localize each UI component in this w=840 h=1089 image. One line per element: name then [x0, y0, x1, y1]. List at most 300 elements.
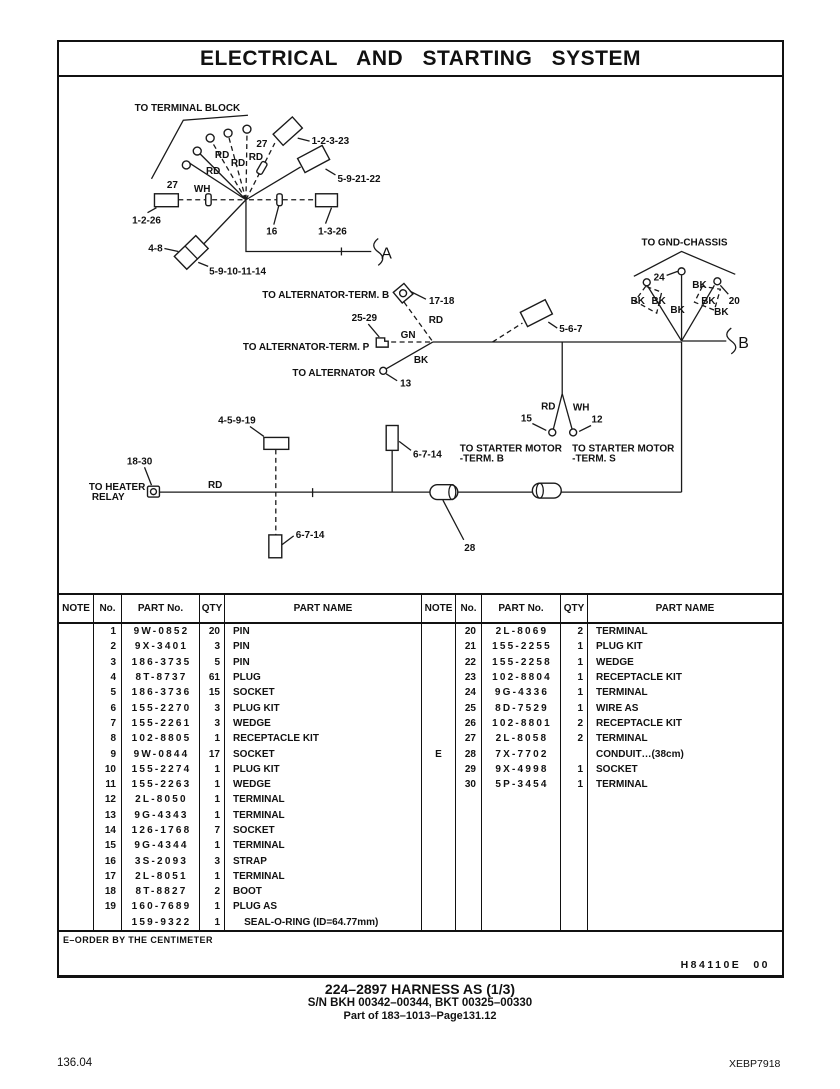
connector-25-29: [376, 338, 388, 347]
cell-part-name: WEDGE: [233, 717, 271, 729]
cell-qty: 1: [200, 915, 225, 930]
form-code: XEBP7918: [729, 1058, 781, 1070]
cell-part-no: 102-8804: [482, 670, 561, 685]
label-rd: RD: [248, 151, 264, 163]
cell-no: 25: [456, 700, 482, 715]
cell-qty: 2: [561, 624, 588, 639]
connector-1-2-26: [154, 194, 178, 207]
label-rd: RD: [541, 401, 556, 413]
cell-qty: 1: [561, 685, 588, 700]
cell-qty: [561, 869, 588, 884]
cell-no: [456, 869, 482, 884]
cell-qty: 1: [561, 777, 588, 792]
cell-qty: 1: [561, 670, 588, 685]
cell-part-no: [482, 792, 561, 807]
label-to-alternator: TO ALTERNATOR: [292, 367, 376, 379]
cell-qty: 7: [200, 823, 225, 838]
label-4-5-9-19: 4-5-9-19: [218, 415, 256, 427]
cell-part-name: PLUG KIT: [596, 641, 643, 653]
table-row: [59, 746, 421, 761]
label-16: 16: [266, 226, 278, 238]
label-bk: BK: [630, 296, 645, 308]
cell-note: [59, 731, 94, 746]
header-part-no: PART No.: [482, 595, 561, 622]
cell-note: [422, 899, 456, 914]
cell-qty: 1: [561, 655, 588, 670]
cell-no: 12: [94, 792, 122, 807]
cell-part-no: 159-9322: [122, 915, 200, 930]
table-row: [59, 823, 421, 838]
cell-no: [456, 853, 482, 868]
cell-part-no: 155-2261: [122, 716, 200, 731]
cell-qty: [561, 838, 588, 853]
cell-part-name: RECEPTACLE KIT: [596, 717, 682, 729]
cell-qty: [561, 823, 588, 838]
cell-note: [59, 838, 94, 853]
table-row: [59, 762, 421, 777]
cell-note: [59, 869, 94, 884]
cell-no: 10: [94, 762, 122, 777]
cell-part-no: 8D-7529: [482, 700, 561, 715]
table-row: [422, 716, 782, 731]
table-row: [59, 853, 421, 868]
table-row: [422, 915, 782, 930]
cell-no: 1: [94, 624, 122, 639]
cell-part-name: [588, 853, 782, 868]
cell-qty: [561, 792, 588, 807]
header-part-name: PART NAME: [655, 603, 715, 614]
table-row: [59, 792, 421, 807]
cell-part-name: [588, 899, 782, 914]
cell-no: [456, 823, 482, 838]
cell-qty: [561, 899, 588, 914]
label-4-8: 4-8: [148, 243, 163, 255]
connector-1-3-26: [316, 194, 338, 207]
table-row: [422, 838, 782, 853]
cell-part-name: WEDGE: [233, 779, 271, 791]
cell-no: [456, 792, 482, 807]
page-title: ELECTRICAL AND STARTING SYSTEM: [200, 46, 641, 70]
cell-qty: 1: [200, 869, 225, 884]
table-row: [422, 700, 782, 715]
cell-part-no: 9X-4998: [482, 762, 561, 777]
parts-table-left: [59, 595, 421, 930]
cell-qty: 3: [200, 853, 225, 868]
terminal-block-group: [132, 103, 392, 277]
table-row: [422, 624, 782, 639]
cell-note: [422, 731, 456, 746]
cell-note: [422, 823, 456, 838]
cell-qty: 1: [200, 731, 225, 746]
cell-part-no: 155-2270: [122, 700, 200, 715]
cell-part-no: [482, 853, 561, 868]
cell-part-name: STRAP: [233, 855, 267, 867]
cell-note: [422, 838, 456, 853]
cell-part-no: 186-3736: [122, 685, 200, 700]
cell-note: [59, 853, 94, 868]
table-row: [59, 777, 421, 792]
cell-note: [422, 639, 456, 654]
header-qty: QTY: [561, 595, 588, 622]
table-row: [422, 685, 782, 700]
cell-part-no: 155-2258: [482, 655, 561, 670]
label-bk: BK: [651, 296, 666, 308]
table-row: [59, 655, 421, 670]
cell-part-name: RECEPTACLE KIT: [233, 733, 319, 745]
cell-part-no: 126-1768: [122, 823, 200, 838]
cell-note: [59, 624, 94, 639]
label-bk: BK: [670, 305, 685, 317]
cell-no: 8: [94, 731, 122, 746]
connector-1-2-3-23: [273, 117, 302, 145]
label-rd: RD: [428, 315, 444, 327]
cell-note: [422, 853, 456, 868]
cell-no: 2: [94, 639, 122, 654]
cell-part-name: TERMINAL: [596, 779, 648, 791]
cell-no: [94, 915, 122, 930]
cell-part-no: [482, 899, 561, 914]
cell-no: 30: [456, 777, 482, 792]
cell-note: [59, 823, 94, 838]
cell-qty: [561, 808, 588, 823]
table-row: [59, 915, 421, 930]
drawing-frame: [57, 40, 784, 978]
cell-part-name: PLUG: [233, 672, 261, 684]
break-symbol-b: [727, 328, 736, 354]
label-bk: BK: [701, 296, 716, 308]
label-to-starter-motor-b: TO STARTER MOTOR: [459, 443, 562, 455]
cell-part-name: SOCKET: [596, 763, 638, 775]
table-row: [422, 731, 782, 746]
cell-part-no: 9W-0844: [122, 746, 200, 761]
label-1-2-3-23: 1-2-3-23: [311, 136, 350, 148]
connector-4-5-9-19: [264, 437, 289, 449]
cell-part-name: TERMINAL: [233, 794, 285, 806]
cell-part-no: 5P-3454: [482, 777, 561, 792]
doc-rev: 00: [753, 959, 770, 971]
connector-5-9-21-22: [298, 145, 330, 172]
header-part-name: PART NAME: [293, 603, 353, 614]
cell-part-no: 7X-7702: [482, 746, 561, 761]
cell-note: [59, 700, 94, 715]
cell-no: 14: [94, 823, 122, 838]
cell-note: [59, 915, 94, 930]
note-bar: [59, 932, 782, 975]
cell-qty: 1: [200, 762, 225, 777]
cell-qty: 2: [561, 716, 588, 731]
table-row: [59, 716, 421, 731]
cell-part-no: 9G-4344: [122, 838, 200, 853]
table-body-left: [59, 624, 421, 930]
table-row: [59, 639, 421, 654]
table-row: [422, 853, 782, 868]
cell-qty: 5: [200, 655, 225, 670]
cell-part-name: PIN: [233, 656, 250, 668]
cell-part-no: [482, 915, 561, 930]
cell-note: [422, 869, 456, 884]
cell-qty: 3: [200, 700, 225, 715]
caption-block: [0, 982, 840, 1022]
title-bar: [59, 42, 782, 77]
cell-part-no: 2L-8069: [482, 624, 561, 639]
label-bk: BK: [714, 307, 729, 319]
label-bk: BK: [692, 280, 707, 292]
order-note: E–ORDER BY THE CENTIMETER: [63, 935, 213, 945]
cell-part-name: PLUG AS: [233, 901, 278, 913]
table-row: [59, 869, 421, 884]
cell-no: 18: [94, 884, 122, 899]
cell-part-name: WEDGE: [596, 656, 634, 668]
doc-code-value: H84110E: [680, 959, 742, 971]
table-row: [422, 655, 782, 670]
cell-no: [456, 884, 482, 899]
cell-note: [59, 639, 94, 654]
cell-qty: 61: [200, 670, 225, 685]
cell-no: 16: [94, 853, 122, 868]
cell-part-name: SOCKET: [233, 687, 275, 699]
label-5-6-7: 5-6-7: [559, 324, 583, 336]
cell-no: 22: [456, 655, 482, 670]
wiring-diagram: [59, 77, 782, 593]
label-to-starter-motor-s: TO STARTER MOTOR: [572, 443, 675, 455]
cell-no: 26: [456, 716, 482, 731]
label-to-alternator-term-p: TO ALTERNATOR-TERM. P: [242, 341, 370, 353]
cell-note: [59, 808, 94, 823]
starter-motor-group: [460, 342, 675, 464]
cell-qty: [561, 853, 588, 868]
cell-part-no: 155-2255: [482, 639, 561, 654]
cell-note: [422, 670, 456, 685]
cell-note: [422, 884, 456, 899]
header-qty: QTY: [200, 595, 225, 622]
cell-qty: 3: [200, 716, 225, 731]
cell-qty: 1: [200, 808, 225, 823]
table-row: [422, 869, 782, 884]
connector-6-7-14-lower: [269, 535, 282, 558]
header-note: NOTE: [59, 595, 94, 622]
label-bk: BK: [413, 354, 429, 366]
label-term-b: -TERM. B: [459, 453, 504, 465]
label-18-30: 18-30: [126, 456, 153, 468]
cell-no: [456, 808, 482, 823]
cell-part-name: [588, 792, 782, 807]
cell-no: 23: [456, 670, 482, 685]
cell-part-name: BOOT: [233, 886, 262, 898]
cell-part-no: [482, 808, 561, 823]
label-13: 13: [400, 378, 412, 390]
label-20: 20: [728, 296, 740, 308]
cell-qty: [561, 915, 588, 930]
cell-no: 4: [94, 670, 122, 685]
cell-no: [456, 899, 482, 914]
cell-no: 21: [456, 639, 482, 654]
cell-part-name: [588, 915, 782, 930]
cell-part-no: 2L-8050: [122, 792, 200, 807]
table-header: [422, 595, 782, 624]
cell-part-no: [482, 823, 561, 838]
cell-no: 15: [94, 838, 122, 853]
cell-note: [422, 624, 456, 639]
cell-part-no: 9G-4343: [122, 808, 200, 823]
cell-part-name: TERMINAL: [596, 626, 648, 638]
cell-note: [59, 777, 94, 792]
cell-no: 3: [94, 655, 122, 670]
cell-part-no: 9X-3401: [122, 639, 200, 654]
parts-table-right: [421, 595, 782, 930]
table-row: [59, 731, 421, 746]
label-27: 27: [256, 139, 268, 151]
page-number: 136.04: [57, 1057, 93, 1069]
cell-part-no: 9G-4336: [482, 685, 561, 700]
part-title: 224–2897 HARNESS AS (1/3): [324, 981, 516, 997]
cell-note: [422, 915, 456, 930]
cell-note: [59, 899, 94, 914]
label-to-alternator-term-b: TO ALTERNATOR-TERM. B: [262, 290, 390, 302]
cell-part-no: 155-2263: [122, 777, 200, 792]
cell-no: 19: [94, 899, 122, 914]
cell-part-no: 102-8801: [482, 716, 561, 731]
label-gn: GN: [400, 329, 416, 341]
cell-qty: 20: [200, 624, 225, 639]
table-row: [59, 808, 421, 823]
splice-16: [277, 194, 282, 206]
label-break-b: B: [738, 334, 749, 352]
label-rd: RD: [205, 165, 221, 177]
header-note: NOTE: [422, 595, 456, 622]
cell-part-no: [482, 838, 561, 853]
cell-no: [456, 915, 482, 930]
cell-note: [422, 792, 456, 807]
cell-qty: 1: [200, 838, 225, 853]
cell-part-no: [482, 884, 561, 899]
cell-part-name: [588, 869, 782, 884]
cell-part-name: RECEPTACLE KIT: [596, 672, 682, 684]
cell-part-name: TERMINAL: [233, 809, 285, 821]
table-row: [422, 746, 782, 761]
cell-qty: 17: [200, 746, 225, 761]
cell-qty: 1: [561, 700, 588, 715]
cell-part-name: TERMINAL: [596, 687, 648, 699]
cell-part-name: [588, 823, 782, 838]
label-28: 28: [464, 542, 476, 554]
cell-qty: [561, 884, 588, 899]
label-17-18: 17-18: [428, 296, 455, 308]
label-15: 15: [520, 413, 532, 425]
connector-5-6-7: [520, 300, 552, 327]
cell-note: [59, 670, 94, 685]
label-1-3-26: 1-3-26: [318, 226, 347, 238]
header-no: No.: [94, 595, 122, 622]
cell-note: [422, 700, 456, 715]
label-6-7-14: 6-7-14: [413, 449, 442, 461]
label-25-29: 25-29: [351, 313, 378, 325]
alternator-group: [243, 283, 682, 389]
label-6-7-14: 6-7-14: [295, 529, 325, 541]
cell-part-no: 102-8805: [122, 731, 200, 746]
conduit-28: [430, 485, 458, 500]
label-to-terminal-block: TO TERMINAL BLOCK: [134, 103, 241, 115]
cell-note: [422, 808, 456, 823]
table-body-right: [422, 624, 782, 930]
table-row: [59, 670, 421, 685]
cell-part-no: 2L-8058: [482, 731, 561, 746]
cell-note: [59, 716, 94, 731]
cell-part-name: SOCKET: [233, 825, 275, 836]
cell-qty: 15: [200, 685, 225, 700]
cell-qty: 1: [200, 777, 225, 792]
table-row: [422, 762, 782, 777]
cell-no: 24: [456, 685, 482, 700]
cell-no: 28: [456, 746, 482, 761]
label-wh: WH: [572, 402, 590, 414]
part-of-line: Part of 183–1013–Page131.12: [343, 1010, 497, 1023]
label-wh: WH: [193, 183, 211, 195]
cell-note: [59, 685, 94, 700]
cell-part-no: 186-3735: [122, 655, 200, 670]
cell-note: [422, 762, 456, 777]
table-row: [422, 792, 782, 807]
label-to-heater: TO HEATER: [88, 482, 146, 494]
label-relay: RELAY: [91, 492, 125, 504]
label-term-s: -TERM. S: [572, 453, 616, 465]
cell-part-no: 9W-0852: [122, 624, 200, 639]
table-row: [59, 838, 421, 853]
cell-no: 20: [456, 624, 482, 639]
cell-part-name: TERMINAL: [596, 733, 648, 745]
label-24: 24: [653, 272, 665, 284]
cell-no: 6: [94, 700, 122, 715]
cell-part-name: SEAL-O-RING (ID=64.77mm): [233, 916, 379, 928]
table-row: [422, 639, 782, 654]
cell-note: [59, 792, 94, 807]
table-row: [59, 700, 421, 715]
label-5-9-10-11-14: 5-9-10-11-14: [209, 266, 267, 278]
cell-part-no: 155-2274: [122, 762, 200, 777]
cell-no: 5: [94, 685, 122, 700]
cell-note: [422, 716, 456, 731]
label-rd: RD: [214, 149, 230, 161]
table-row: [59, 685, 421, 700]
table-row: [422, 823, 782, 838]
label-27: 27: [166, 179, 178, 191]
cell-no: 11: [94, 777, 122, 792]
label-5-9-21-22: 5-9-21-22: [337, 173, 381, 185]
table-row: [422, 899, 782, 914]
table-row: [59, 899, 421, 914]
label-to-gnd-chassis: TO GND-CHASSIS: [641, 237, 728, 249]
header-part-no: PART No.: [122, 595, 200, 622]
connector-17-18: [393, 283, 413, 303]
label-rd: RD: [207, 480, 223, 492]
cell-qty: 1: [200, 899, 225, 914]
table-row: [422, 808, 782, 823]
cell-part-no: 8T-8737: [122, 670, 200, 685]
table-header: [59, 595, 421, 624]
cell-qty: 1: [561, 639, 588, 654]
cell-qty: 2: [561, 731, 588, 746]
cell-note: [422, 655, 456, 670]
cell-no: 13: [94, 808, 122, 823]
cell-part-name: PIN: [233, 641, 250, 653]
label-rd: RD: [230, 157, 246, 169]
cell-part-name: [588, 838, 782, 853]
cell-note: E: [422, 746, 456, 761]
table-row: [59, 624, 421, 639]
label-1-2-26: 1-2-26: [132, 215, 161, 227]
cell-part-name: TERMINAL: [233, 870, 285, 882]
cell-no: 17: [94, 869, 122, 884]
cell-part-name: [588, 884, 782, 899]
